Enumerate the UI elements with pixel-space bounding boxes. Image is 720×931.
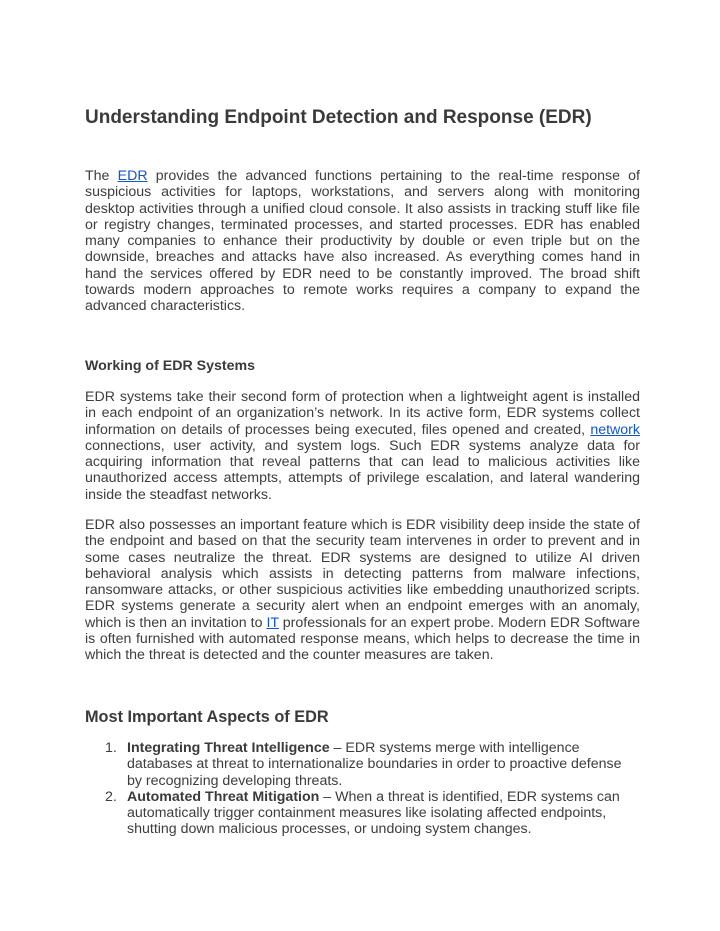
network-link[interactable]: network (590, 421, 640, 438)
list-item-title: Integrating Threat Intelligence (127, 740, 330, 756)
working-p1-text-after-link: connections, user activity, and system logs. Such EDR systems analyze data for acquiring information that reveal patterns that can lead to malicious activities like unauthorized access attempts, attempts of privilege escalation, and lateral wandering inside the steadfast networks. (85, 437, 640, 503)
working-paragraph-2 (85, 517, 640, 664)
working-heading: Working of EDR Systems (85, 358, 256, 374)
list-item-text: – EDR systems merge with intelligence databases at threat to internationalize boundaries in order to proactive defense by recognizing developing threats. (127, 740, 622, 789)
working-paragraph-1 (85, 389, 640, 503)
working-p2-text-before-link: EDR also possesses an important feature which is EDR visibility deep inside the state of the endpoint and based on that the security team intervenes in order to prevent and in some cases neutralize the threat. EDR systems are designed to utilize AI driven behavioral analysis which assists in detecting patterns from malware infections, ransomware attacks, or other suspicious activities like embedding unauthorized scripts. EDR systems generate a security alert when an endpoint emerges with an anomaly, which is then an invitation to (85, 517, 640, 631)
aspects-heading: Most Important Aspects of EDR (85, 708, 329, 726)
list-item (85, 740, 640, 789)
list-item (85, 789, 640, 838)
working-p2-text-after-link: professionals for an expert probe. Modern EDR Software is often furnished with automated response means, which helps to decrease the time in which the threat is detected and the counter measures are taken. (85, 614, 641, 664)
intro-text-before-link: The (85, 168, 118, 184)
list-item-number: 2. (105, 788, 117, 805)
page-title: Understanding Endpoint Detection and Response (EDR) (85, 107, 592, 128)
aspects-list (85, 740, 640, 838)
list-item-number: 1. (105, 740, 117, 756)
it-link[interactable]: IT (266, 614, 279, 631)
edr-link[interactable]: EDR (117, 168, 148, 184)
intro-paragraph (85, 168, 640, 315)
intro-text-after-link: provides the advanced functions pertaining to the real-time response of suspicious activities for laptops, workstations, and servers along with monitoring desktop activities through a unified cloud console. It also assists in tracking stuff like file or registry changes, terminated processes, and started processes. EDR has enabled many companies to enhance their productivity by double or even triple but on the downside, breaches and attacks have also increased. As everything comes hand in hand the services offered by EDR need to be constantly improved. The broad shift towards modern approaches to remote works requires a company to expand the advanced characteristics. (85, 168, 640, 315)
list-item-title: Automated Threat Mitigation (127, 788, 320, 805)
list-item-text: – When a threat is identified, EDR systems can automatically trigger containment measures like isolating affected endpoints, shutting down malicious processes, or undoing system changes. (127, 788, 620, 838)
working-p1-text-before-link: EDR systems take their second form of protection when a lightweight agent is installed in each endpoint of an organization’s network. In its active form, EDR systems collect information on details of processes being executed, files opened and created, (85, 389, 640, 438)
